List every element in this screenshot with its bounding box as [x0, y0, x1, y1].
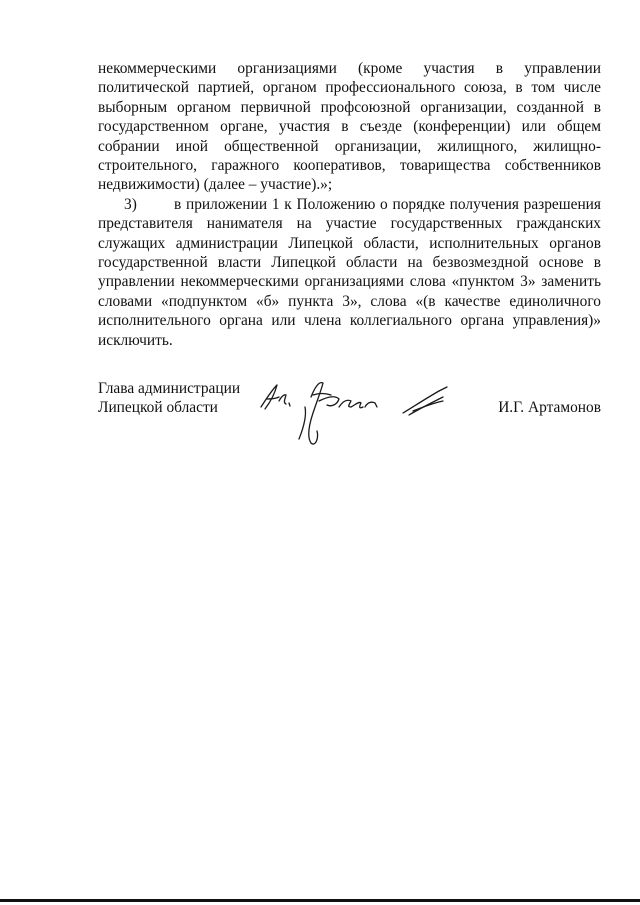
bottom-border-line	[0, 899, 640, 902]
document-body	[98, 59, 601, 350]
signatory-title-line-1: Глава администрации	[98, 380, 241, 397]
signatory-name: И.Г. Артамонов	[498, 399, 601, 416]
list-item-3	[98, 195, 601, 350]
list-item-text: в приложении 1 к Положению о порядке получения разрешения представителя нанимателя на участие государственных гражданских служащих администрации Липецкой области, исполнительных органов государственной власти Липецкой области на безвозмездной основе в управлении некоммерческими организациями слова «пунктом 3» заменить словами «подпунктом «б» пункта 3», слова «(в качестве единоличного исполнительного органа или члена коллегиального органа управления)» исключить.	[98, 195, 601, 349]
signatory-title-line-2: Липецкой области	[98, 399, 218, 417]
list-item-number: 3)	[124, 195, 137, 213]
signatory-title	[98, 379, 240, 418]
handwritten-signature	[253, 377, 458, 467]
paragraph-continuation: некоммерческими организациями (кроме участия в управлении политической партией, органом профессионального союза, в том числе выборным органом первичной профсоюзной организации, созданной в государственном органе, участия в съезде (конференции) или общем собрании иной общественной организации, жилищного, жилищно-строительного, гаражного кооперативов, товарищества собственников недвижимости) (далее – участие).»;	[98, 60, 601, 194]
